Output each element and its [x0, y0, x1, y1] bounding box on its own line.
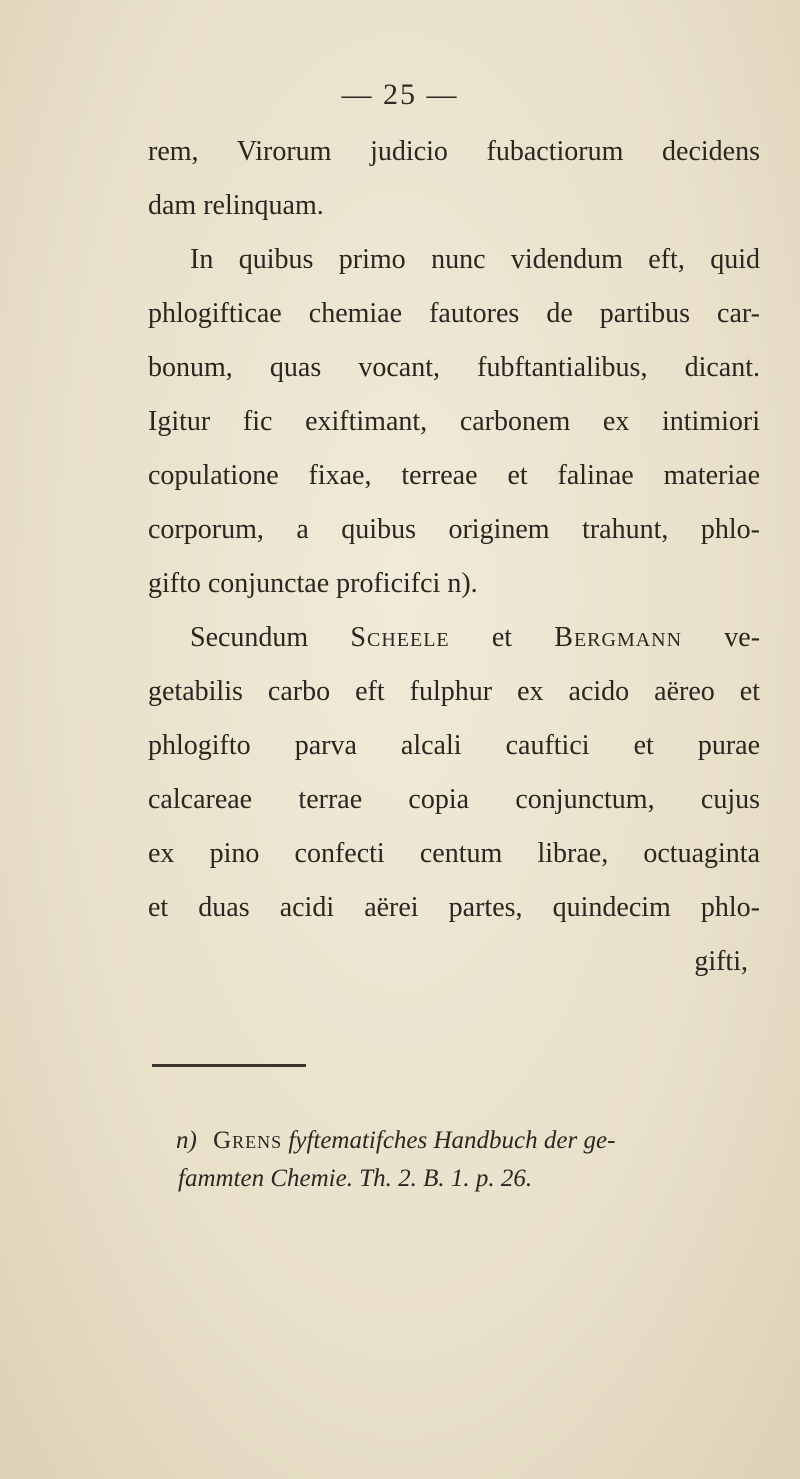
text-line: Igitur fic exiftimant, carbonem ex intimiori — [148, 406, 760, 437]
text-word: ve- — [724, 622, 761, 653]
page-number: — 25 — — [341, 78, 459, 111]
catchword: gifti, — [694, 946, 748, 977]
text-line: et duas acidi aërei partes, quindecim phlo- — [148, 892, 760, 923]
text-line: copulatione fixae, terreae et falinae materiae — [148, 460, 760, 491]
text-line: rem, Virorum judicio fubactiorum decidens — [148, 136, 760, 167]
footnote-title: fyftematifches Handbuch der ge- — [288, 1127, 616, 1154]
text-line: phlogifto parva alcali cauftici et purae — [148, 730, 760, 761]
footnote-author: Grens — [213, 1127, 283, 1154]
text-line: phlogifticae chemiae fautores de partibus car- — [148, 298, 760, 329]
text-line: corporum, a quibus originem trahunt, phlo- — [148, 514, 760, 545]
footnote-marker: n) — [176, 1127, 197, 1154]
page-header — [0, 78, 800, 112]
author-name-bergmann: Bergmann — [554, 622, 683, 653]
text-line-names — [148, 611, 760, 665]
text-line: dam relinquam. — [148, 190, 324, 221]
text-line: ex pino confecti centum librae, octuaginta — [148, 838, 760, 869]
main-text — [148, 125, 760, 989]
footnote-line: fammten Chemie. Th. 2. B. 1. p. 26. — [178, 1165, 533, 1192]
footnote-line — [176, 1122, 766, 1160]
footnote-rule — [152, 1064, 306, 1067]
text-line: calcareae terrae copia conjunctum, cujus — [148, 784, 760, 815]
text-line: In quibus primo nunc videndum eft, quid — [190, 244, 760, 275]
text-line: gifto conjunctae proficifci n). — [148, 568, 478, 599]
author-name-scheele: Scheele — [350, 622, 450, 653]
text-word: Secundum — [190, 622, 309, 653]
text-word: et — [491, 622, 513, 653]
text-line: getabilis carbo eft fulphur ex acido aëreo et — [148, 676, 760, 707]
text-line: bonum, quas vocant, fubftantialibus, dicant. — [148, 352, 760, 383]
footnote — [176, 1122, 766, 1198]
